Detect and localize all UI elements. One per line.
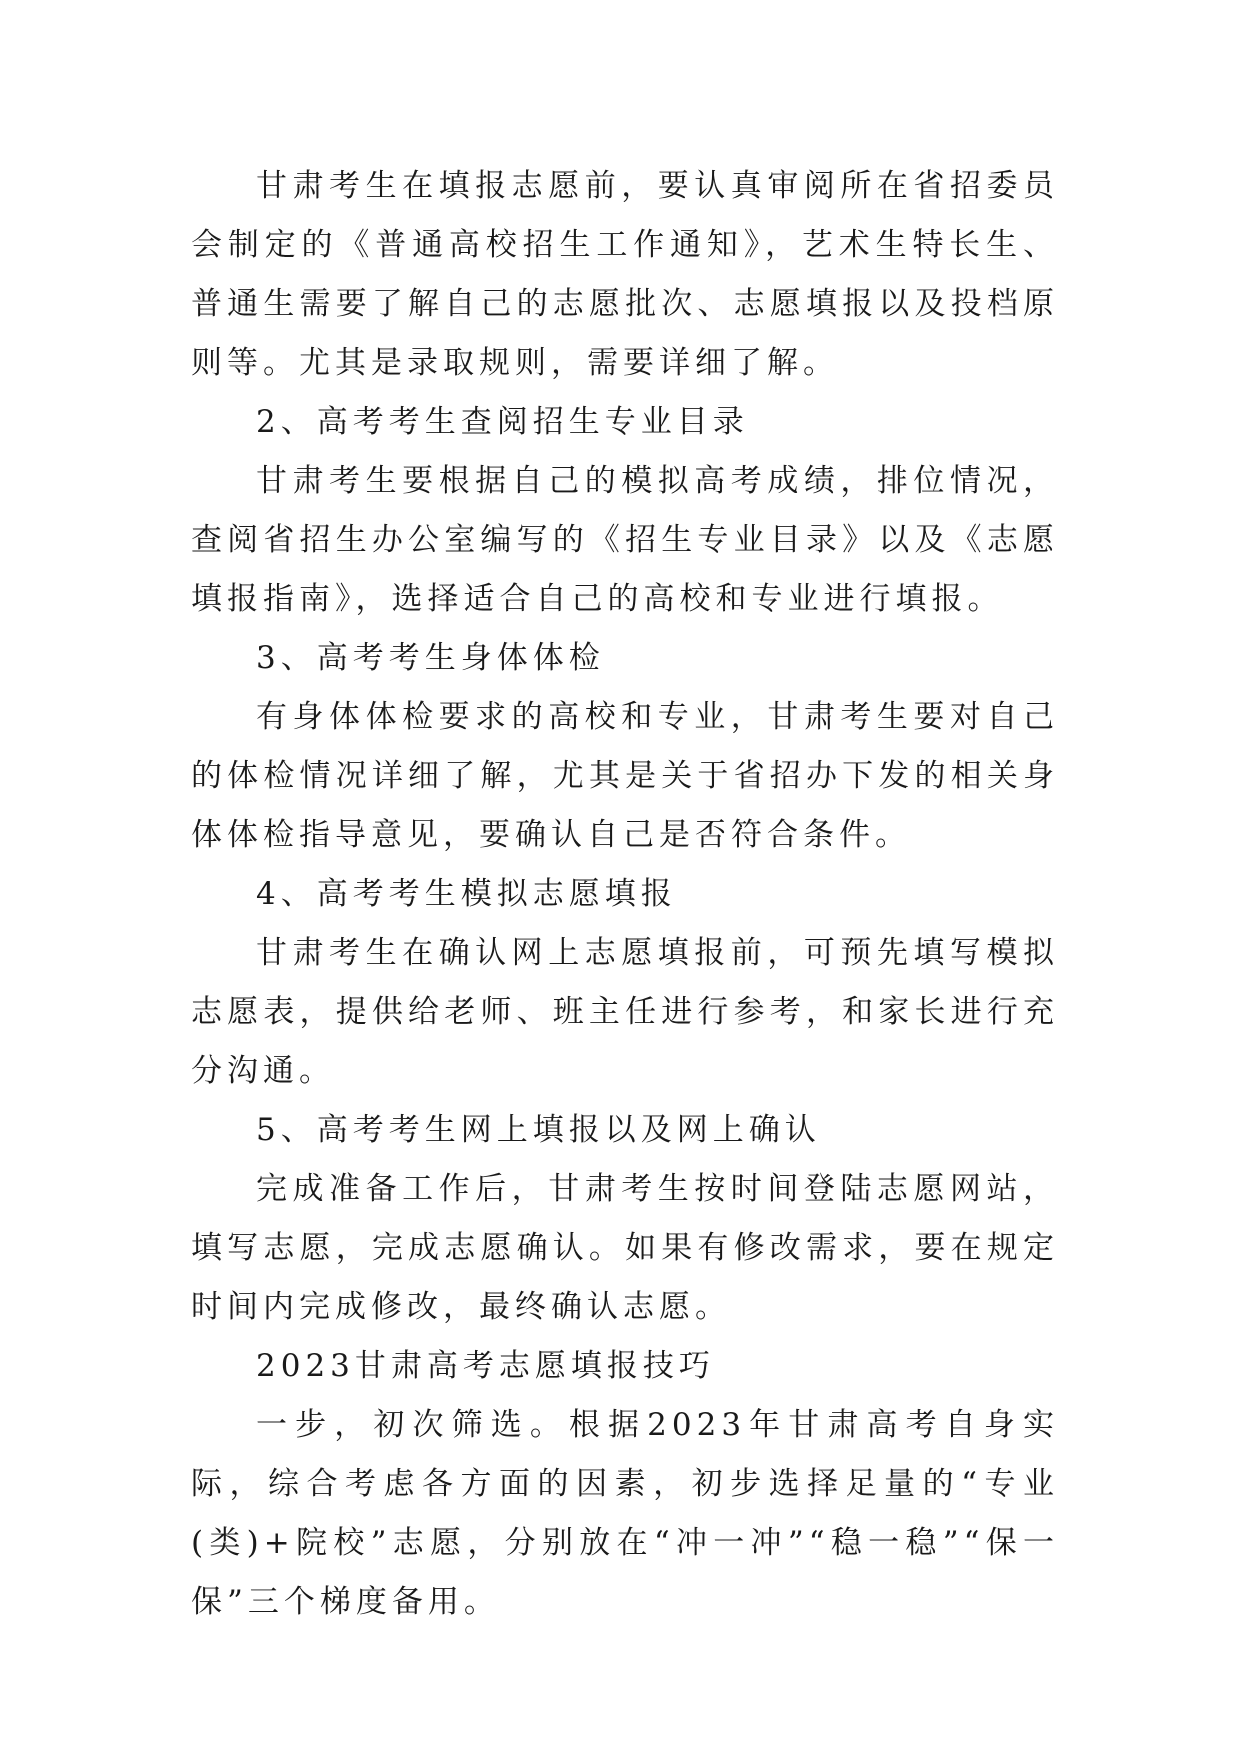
heading-step-2: 2、高考考生查阅招生专业目录 <box>256 404 749 440</box>
paragraph-tips-step-1: 一步，初次筛选。根据2023年甘肃高考自身实际，综合考虑各方面的因素，初步选择足量的“专业(类)+院校”志愿，分别放在“冲一冲”“稳一稳”“保一保”三个梯度备用。 <box>191 1407 1060 1620</box>
paragraph-step-2: 甘肃考生要根据自己的模拟高考成绩，排位情况，查阅省招生办公室编写的《招生专业目录》以及《志愿填报指南》，选择适合自己的高校和专业进行填报。 <box>191 463 1059 617</box>
heading-step-4: 4、高考考生模拟志愿填报 <box>256 876 677 912</box>
document-body <box>191 157 1059 1632</box>
heading-step-3: 3、高考考生身体体检 <box>256 640 605 676</box>
heading-step-5: 5、高考考生网上填报以及网上确认 <box>256 1112 821 1148</box>
paragraph-step-4: 甘肃考生在确认网上志愿填报前，可预先填写模拟志愿表，提供给老师、班主任进行参考，和家长进行充分沟通。 <box>191 935 1059 1089</box>
heading-tips: 2023甘肃高考志愿填报技巧 <box>256 1348 715 1384</box>
paragraph-intro: 甘肃考生在填报志愿前，要认真审阅所在省招委员会制定的《普通高校招生工作通知》，艺术生特长生、普通生需要了解自己的志愿批次、志愿填报以及投档原则等。尤其是录取规则，需要详细了解。 <box>191 168 1059 381</box>
paragraph-step-5: 完成准备工作后，甘肃考生按时间登陆志愿网站，填写志愿，完成志愿确认。如果有修改需求，要在规定时间内完成修改，最终确认志愿。 <box>191 1171 1059 1325</box>
paragraph-step-3: 有身体体检要求的高校和专业，甘肃考生要对自己的体检情况详细了解，尤其是关于省招办下发的相关身体体检指导意见，要确认自己是否符合条件。 <box>191 699 1059 853</box>
